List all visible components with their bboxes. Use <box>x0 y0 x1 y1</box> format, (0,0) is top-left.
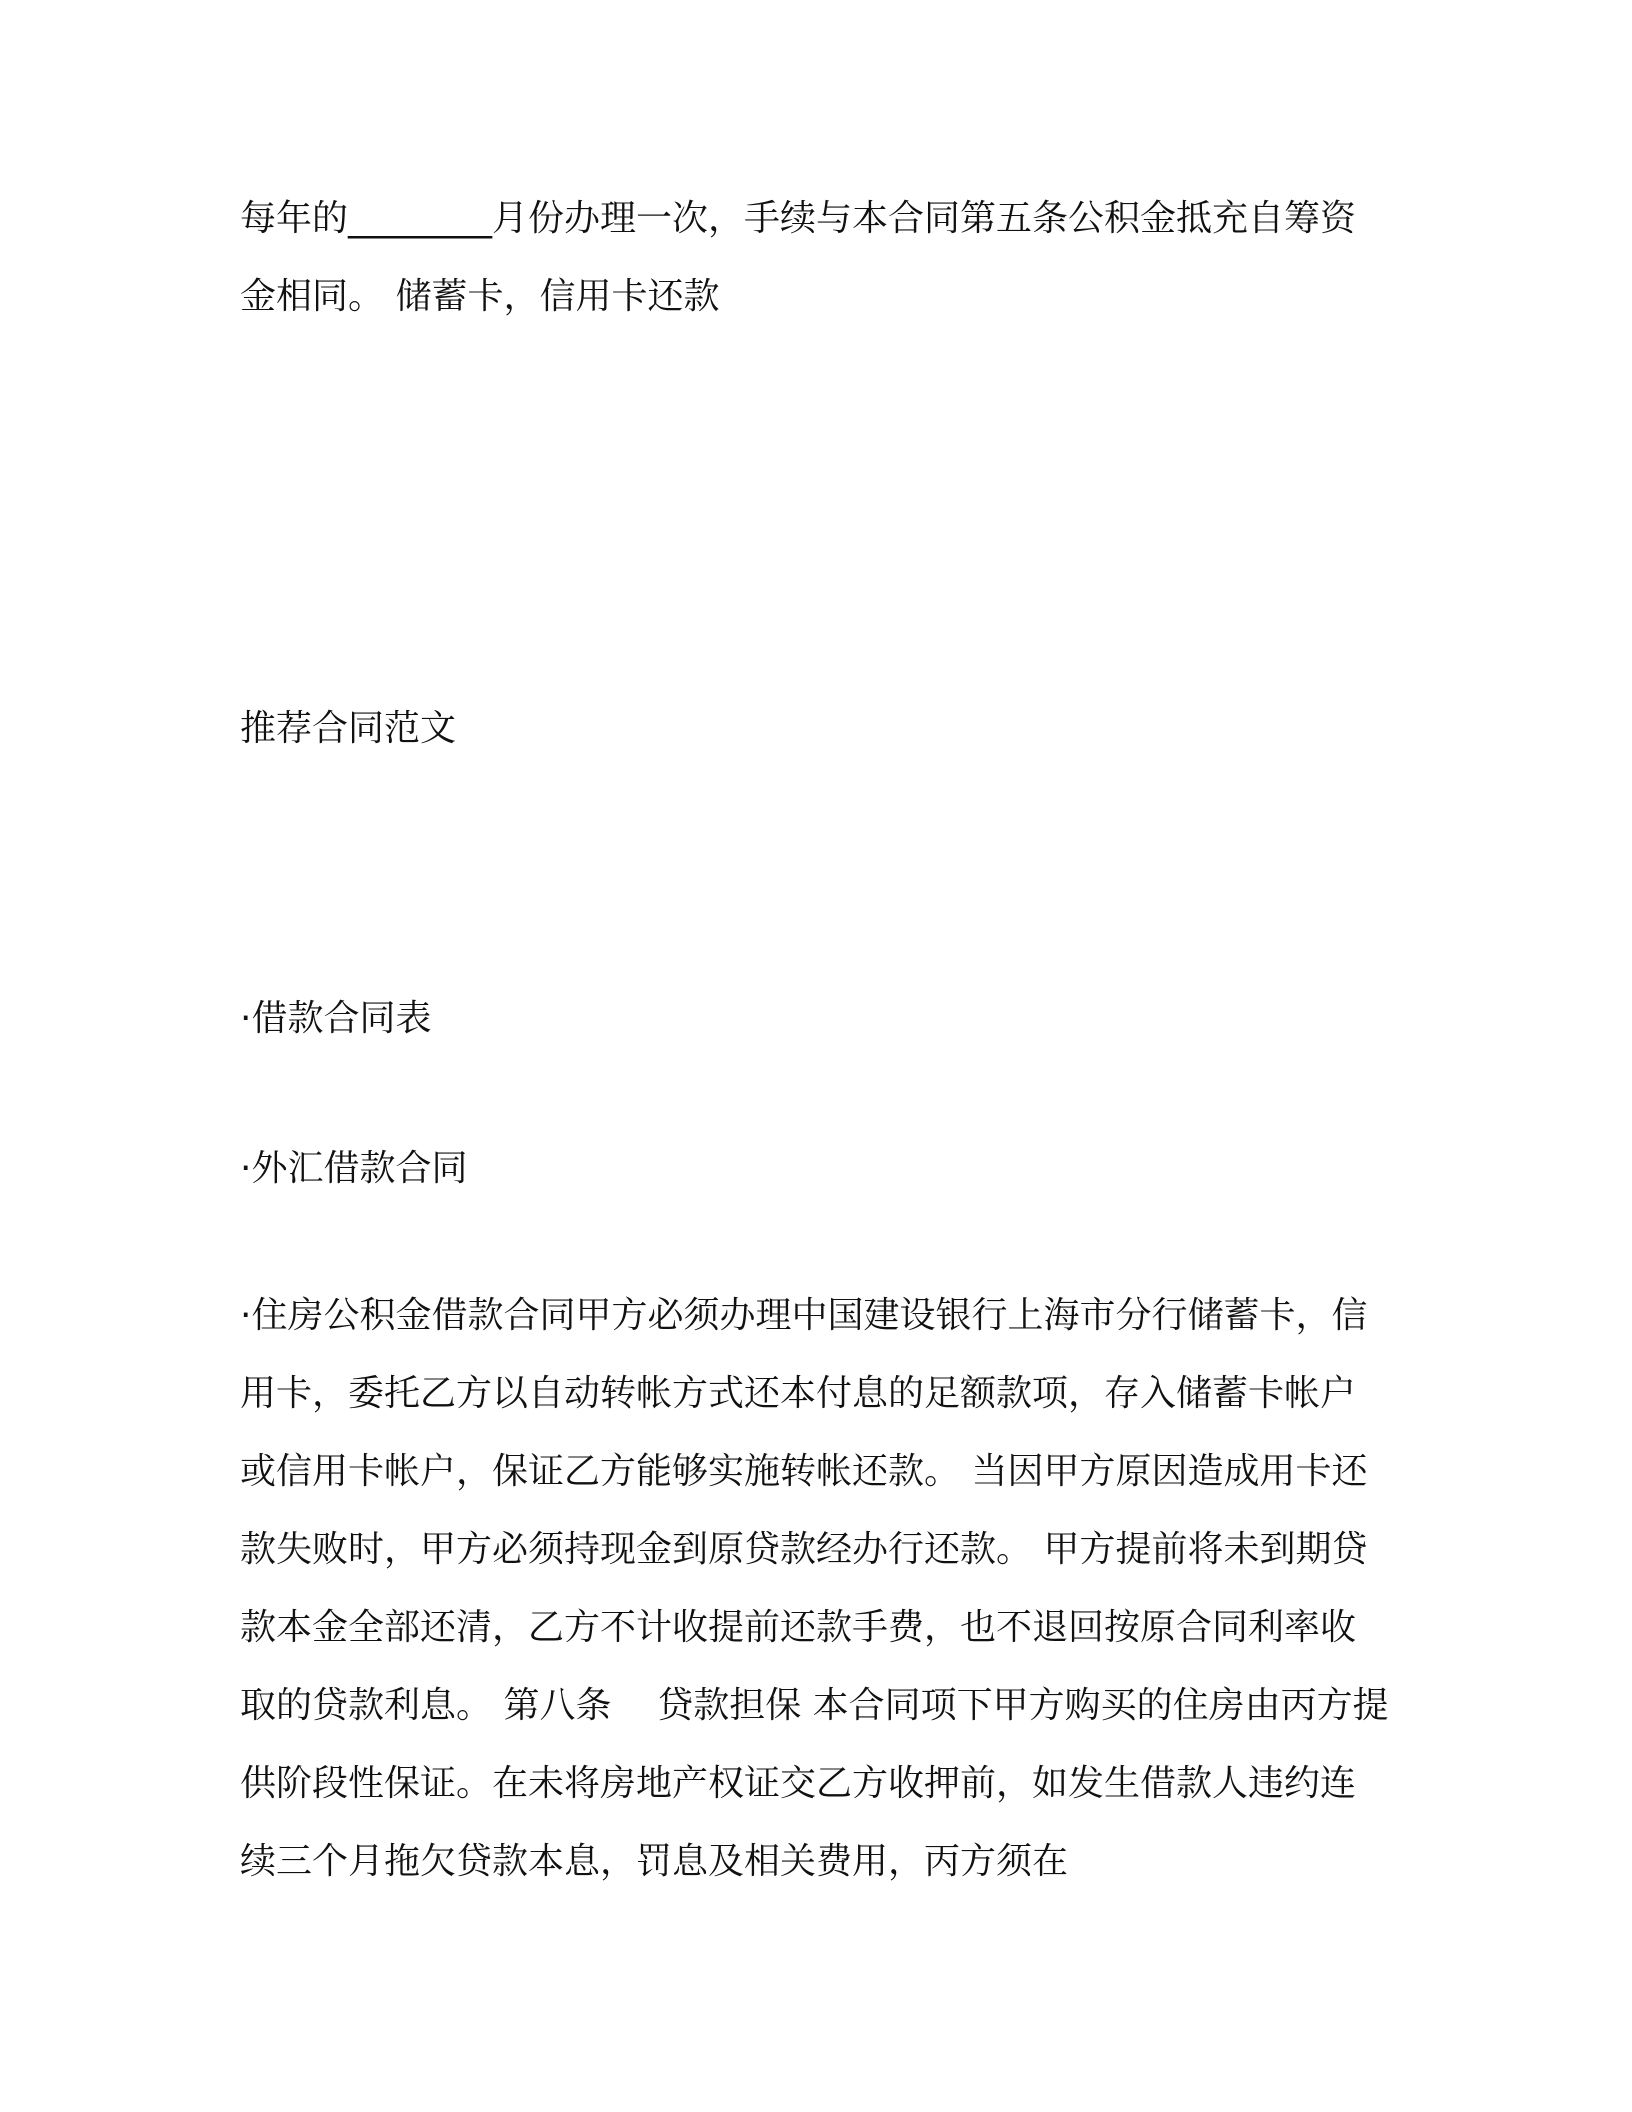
list-item-loan-table: ·借款合同表 <box>240 998 432 1039</box>
list-item-forex-loan: ·外汇借款合同 <box>240 1148 468 1189</box>
list-item-housing-fund: ·住房公积金借款合同甲方必须办理中国建设银行上海市分行储蓄卡，信用卡，委托乙方以自动转帐方式还本付息的足额款项，存入储蓄卡帐户或信用卡帐户，保证乙方能够实施转帐还款。 当因甲方原因造成用卡还款失败时，甲方必须持现金到原贷款经办行还款。 甲方提前将未到期贷款本金全部还清，乙方不计收提前还款手费，也不退回按原合同利率收取的贷款利息。 第八条 贷款担保 本合同项下甲方购买的住房由丙方提供阶段性保证。在未将房地产权证交乙方收押前，如发生借款人违约连续三个月拖欠贷款本息，罚息及相关费用，丙方须在 <box>240 1295 1389 1882</box>
intro-paragraph: 每年的________月份办理一次，手续与本合同第五条公积金抵充自筹资金相同。 储蓄卡，信用卡还款 <box>240 198 1357 317</box>
recommended-heading: 推荐合同范文 <box>240 708 457 749</box>
